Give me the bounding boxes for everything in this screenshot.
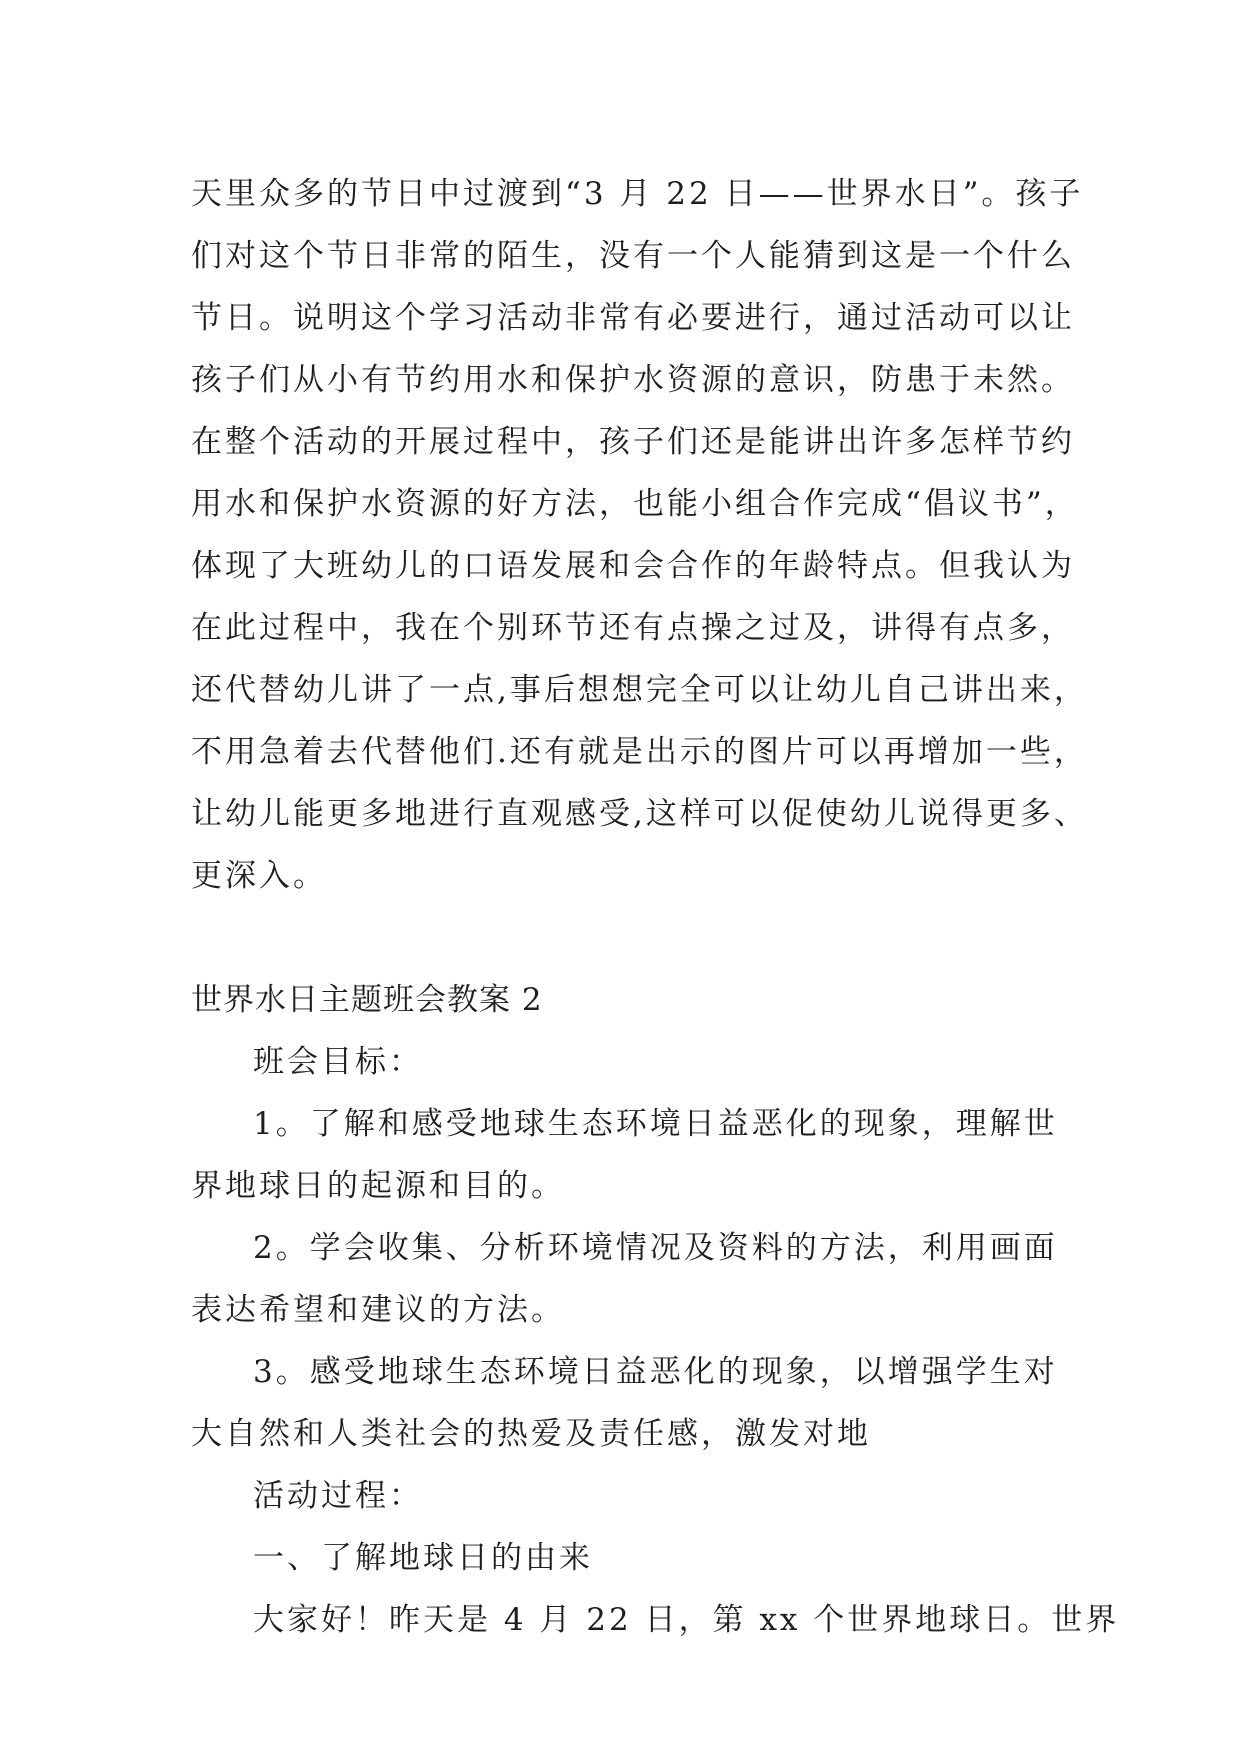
text-line: 用水和保护水资源的好方法，也能小组合作完成“倡议书”， — [191, 486, 1079, 522]
text-line: 体现了大班幼儿的口语发展和会合作的年龄特点。但我认为 — [191, 548, 1075, 584]
goals-label: 班会目标： — [253, 1044, 423, 1080]
text-line: 天里众多的节日中过渡到“3 月 22 日——世界水日”。孩子 — [191, 176, 1084, 212]
process-label: 活动过程： — [253, 1478, 423, 1514]
goal-2-line: 2。学会收集、分析环境情况及资料的方法，利用画面 — [253, 1230, 1058, 1266]
goal-3-line: 大自然和人类社会的热爱及责任感，激发对地 — [191, 1416, 871, 1452]
section-title: 世界水日主题班会教案 2 — [191, 982, 543, 1018]
text-line: 节日。说明这个学习活动非常有必要进行，通过活动可以让 — [191, 300, 1075, 336]
goal-1-line: 1。了解和感受地球生态环境日益恶化的现象，理解世 — [253, 1106, 1058, 1142]
step-1-heading: 一、了解地球日的由来 — [253, 1540, 593, 1576]
text-line: 还代替幼儿讲了一点,事后想想完全可以让幼儿自己讲出来， — [191, 672, 1088, 708]
document-body — [191, 163, 1120, 1651]
text-line: 不用急着去代替他们.还有就是出示的图片可以再增加一些， — [191, 734, 1088, 770]
text-line: 孩子们从小有节约用水和保护水资源的意识，防患于未然。 — [191, 362, 1075, 398]
text-line: 在此过程中，我在个别环节还有点操之过及，讲得有点多， — [191, 610, 1075, 646]
text-line: 更深入。 — [191, 858, 327, 894]
goal-2-line: 表达希望和建议的方法。 — [191, 1292, 565, 1328]
goal-3-line: 3。感受地球生态环境日益恶化的现象，以增强学生对 — [253, 1354, 1058, 1390]
text-line: 们对这个节日非常的陌生，没有一个人能猜到这是一个什么 — [191, 238, 1075, 274]
text-line: 让幼儿能更多地进行直观感受,这样可以促使幼儿说得更多、 — [191, 796, 1088, 832]
goal-1-line: 界地球日的起源和目的。 — [191, 1168, 565, 1204]
step-1-text: 大家好！昨天是 4 月 22 日，第 xx 个世界地球日。世界 — [253, 1602, 1120, 1638]
paragraph-gap — [191, 907, 1071, 969]
text-line: 在整个活动的开展过程中，孩子们还是能讲出许多怎样节约 — [191, 424, 1075, 460]
